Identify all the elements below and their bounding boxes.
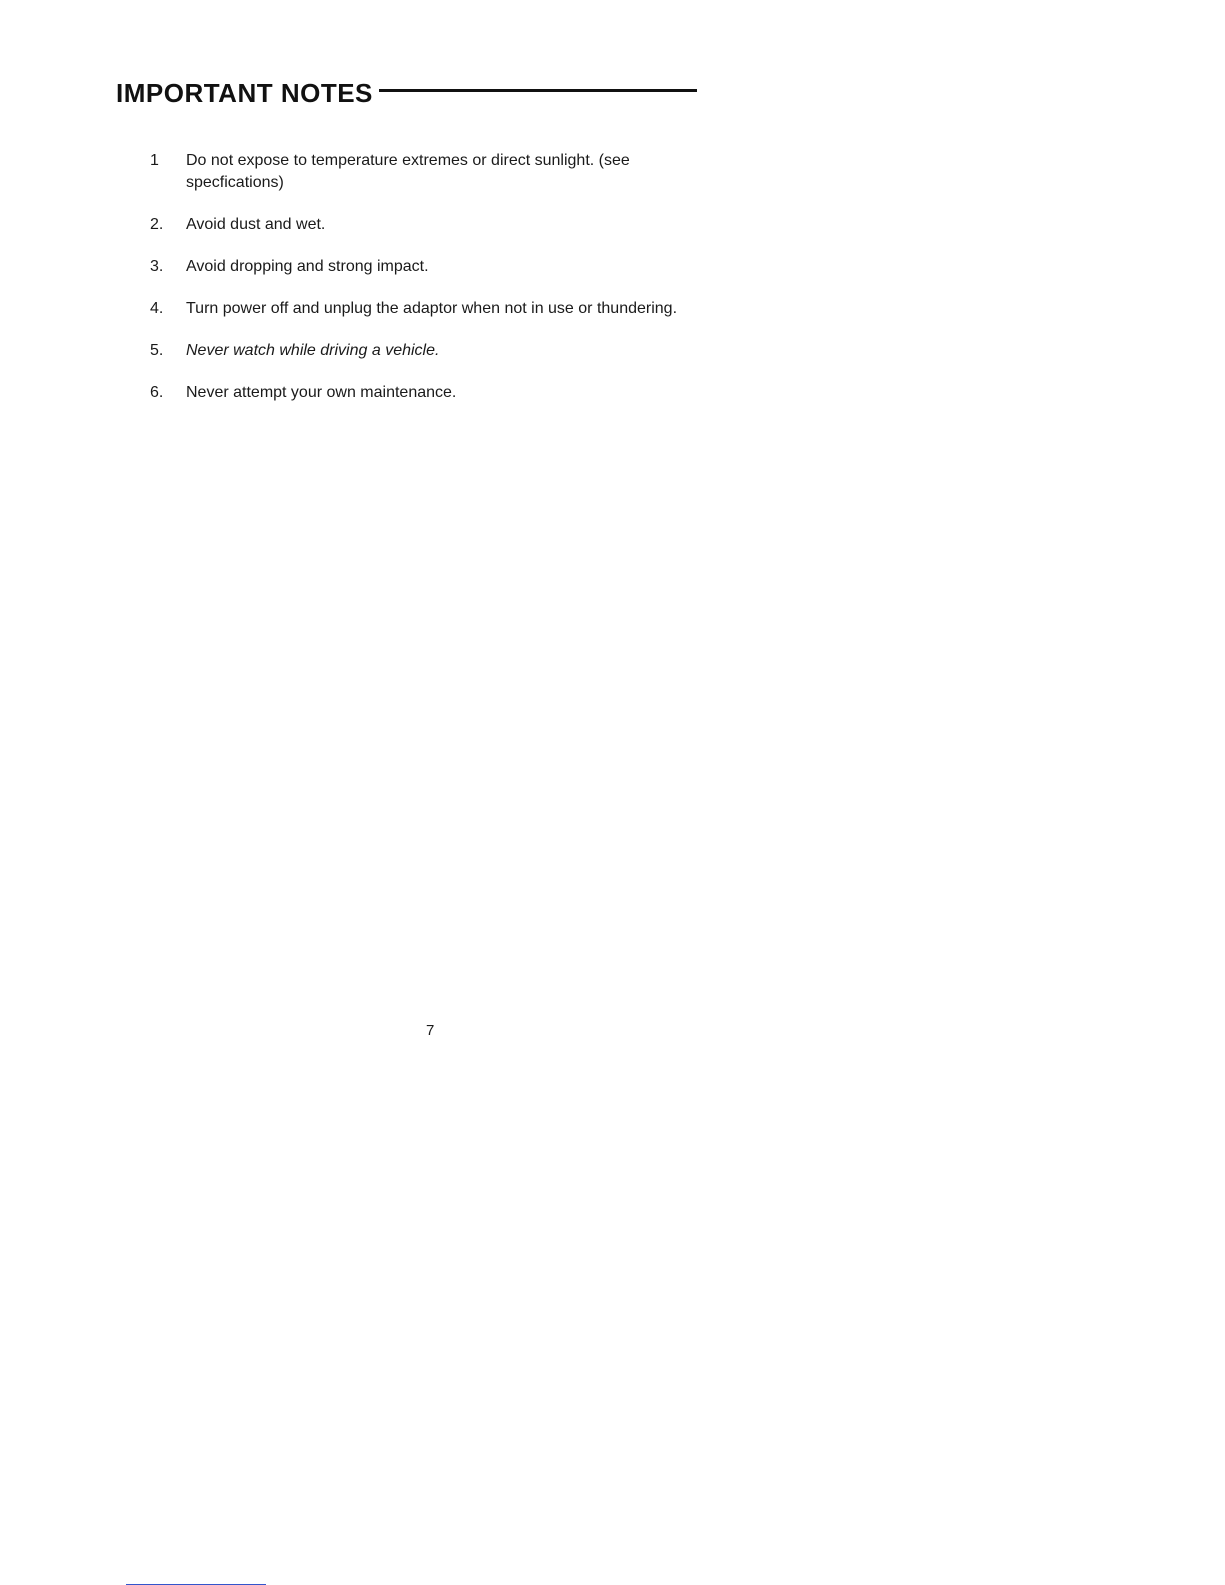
note-text: Turn power off and unplug the adaptor when not in use or thundering. [186, 300, 678, 317]
note-item [150, 214, 790, 236]
section-heading [116, 78, 697, 109]
note-text: Do not expose to temperature extremes or direct sunlight. (see specfications) [186, 152, 630, 191]
note-text: Avoid dust and wet. [186, 216, 326, 233]
note-item [150, 298, 790, 320]
note-item [150, 150, 790, 194]
note-number: 2. [150, 216, 164, 233]
note-number: 4. [150, 300, 164, 317]
page-number: 7 [426, 1022, 435, 1039]
note-item [150, 256, 790, 278]
note-number: 3. [150, 258, 164, 275]
note-number: 6. [150, 384, 164, 401]
note-item [150, 340, 790, 362]
note-text: Never attempt your own maintenance. [186, 384, 457, 401]
note-item [150, 382, 790, 404]
note-text: Avoid dropping and strong impact. [186, 258, 429, 275]
note-number: 1 [150, 152, 159, 169]
section-title: IMPORTANT NOTES [116, 78, 373, 108]
note-number: 5. [150, 342, 164, 359]
heading-rule [379, 89, 697, 92]
note-text: Never watch while driving a vehicle. [186, 342, 440, 359]
notes-list [150, 150, 790, 424]
